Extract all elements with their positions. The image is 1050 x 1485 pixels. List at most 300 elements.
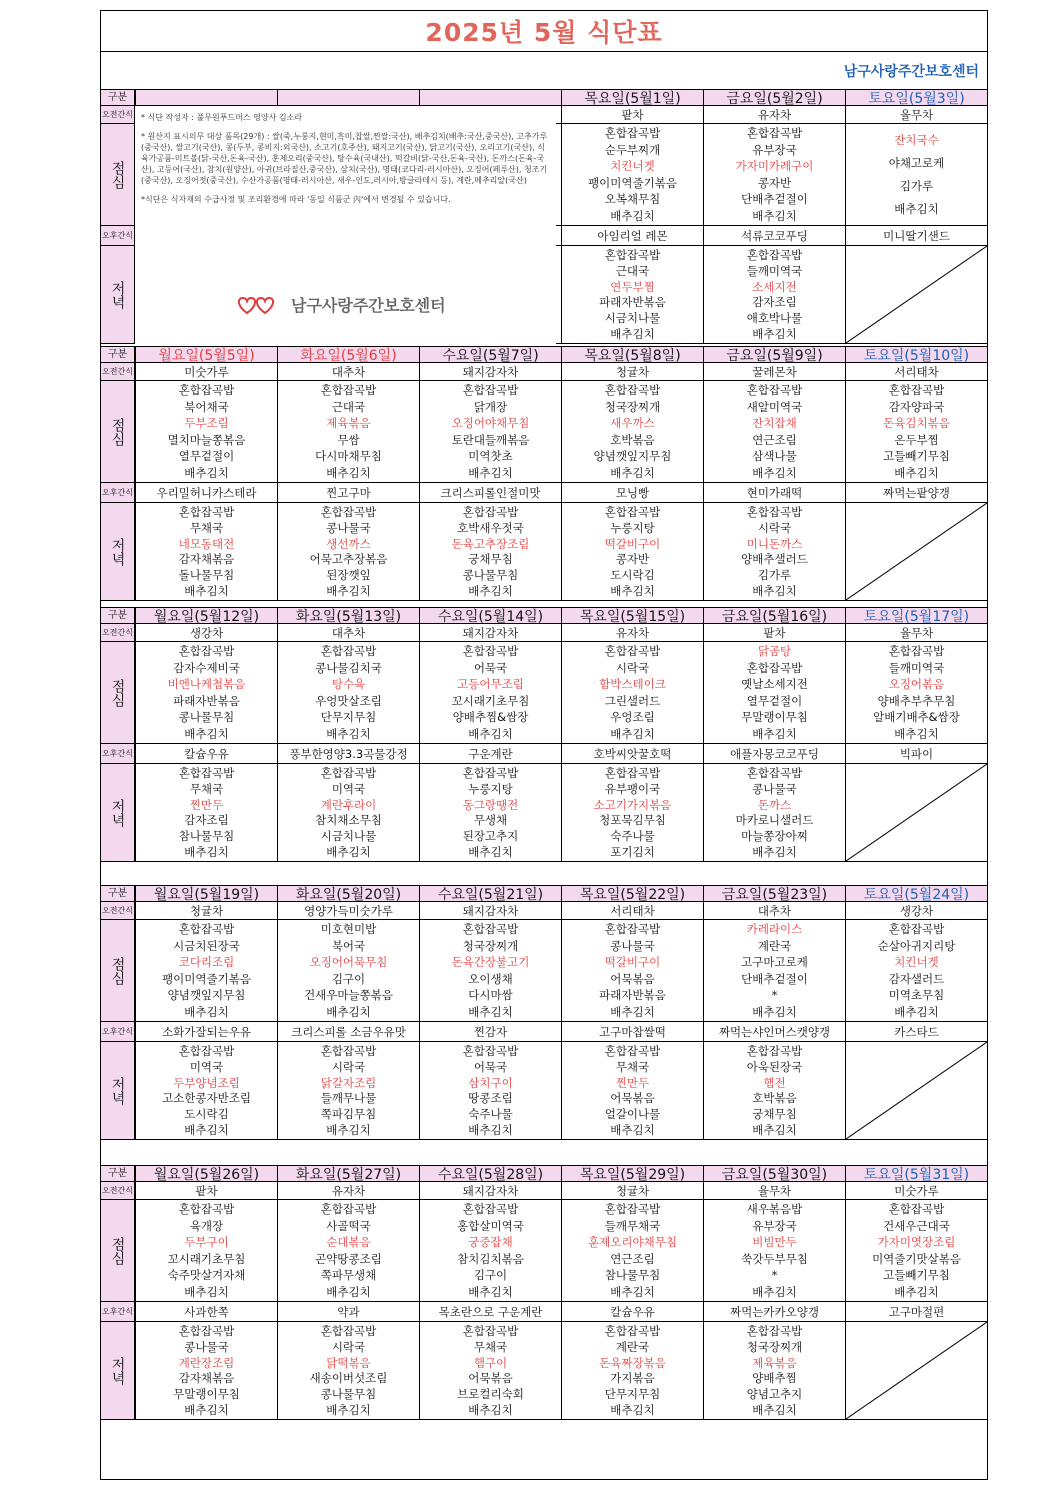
menu-item: 그린샐러드	[604, 693, 661, 708]
menu-item: 양배추샐러드	[741, 552, 808, 567]
am-label: 오전간식	[101, 624, 135, 641]
menu-item: 혼합잡곡밥	[604, 1202, 661, 1217]
menu-item: 네모동태전	[178, 536, 235, 551]
pm-cell	[561, 226, 703, 245]
menu-item: 감자조림	[752, 295, 797, 310]
menu-item: 사골떡국	[326, 1218, 371, 1233]
day-header: 금요일(5월2일)	[703, 90, 845, 105]
menu-item: 애호박나물	[746, 311, 803, 326]
menu-item: 배추김치	[184, 1004, 229, 1019]
menu-item: 포기김치	[610, 845, 655, 860]
menu-item: 파래자반볶음	[599, 295, 666, 310]
dinner-row	[101, 1322, 987, 1420]
menu-item: 감자채볶음	[178, 552, 235, 567]
menu-item: 함박스테이크	[599, 677, 666, 692]
pm-label: 오후간식	[101, 1022, 135, 1041]
menu-item: 고소한콩자반조림	[162, 1091, 251, 1106]
menu-item: 배추김치	[326, 726, 371, 741]
menu-item: 배추김치	[610, 1284, 655, 1299]
menu-item: 순두부찌개	[604, 142, 661, 157]
pm-cell	[561, 744, 703, 763]
lunch-cell	[135, 1200, 277, 1301]
am-item: 생강차	[189, 625, 224, 640]
menu-item: 미역찻초	[468, 449, 513, 464]
pm-label: 오후간식	[101, 226, 135, 245]
menu-item: 열무겉절이	[178, 449, 235, 464]
menu-item: 된장깻잎	[326, 568, 371, 583]
menu-item: 배추김치	[468, 845, 513, 860]
dinner-cell	[419, 503, 561, 600]
pm-item: 칼슘우유	[610, 1304, 655, 1319]
pm-cell	[703, 744, 845, 763]
menu-item: 무말랭이무침	[173, 1387, 240, 1402]
menu-item: 호박볶음	[752, 1091, 797, 1106]
day-header: 화요일(5월6일)	[277, 347, 419, 362]
menu-item: 탕수육	[331, 677, 366, 692]
day-header: 토요일(5월31일)	[845, 1166, 987, 1181]
pm-item: 풍부한영양3.3곡물강정	[289, 746, 408, 761]
menu-item: 돈육간장불고기	[451, 955, 530, 970]
menu-item: 시락국	[331, 1059, 366, 1074]
menu-item: 미역국	[331, 781, 366, 796]
menu-item: 궁채무침	[752, 1107, 797, 1122]
am-cell	[419, 902, 561, 919]
menu-item: 찐만두	[615, 1075, 650, 1090]
day-header: 월요일(5월12일)	[135, 608, 277, 623]
menu-item: 제육볶음	[752, 1355, 797, 1370]
pm-item: 목초란으로 구운계란	[438, 1304, 543, 1319]
menu-item: 야채고로케	[888, 156, 945, 170]
menu-item: 두부양념조림	[173, 1075, 240, 1090]
dinner-cell	[135, 764, 277, 861]
pm-label: 오후간식	[101, 483, 135, 502]
menu-item: 다시마채무침	[315, 449, 382, 464]
day-header: 토요일(5월24일)	[845, 886, 987, 901]
lunch-cell	[277, 1200, 419, 1301]
menu-item: 혼합잡곡밥	[320, 1323, 377, 1338]
dinner-label: 저녁	[101, 1322, 135, 1419]
am-item: 서리태차	[610, 903, 655, 918]
pm-item: 크리스피롤인절미맛	[440, 485, 541, 500]
logo-text: 남구사랑주간보호센터	[291, 295, 446, 315]
menu-item: 혼합잡곡밥	[178, 765, 235, 780]
menu-item: 감자샐러드	[888, 971, 945, 986]
menu-item: 양념깻잎지무침	[593, 449, 672, 464]
am-cell	[845, 106, 987, 123]
pm-item: 석류코코푸딩	[741, 228, 808, 243]
menu-item: 훈제오리야채무침	[588, 1235, 677, 1250]
menu-item: 다시마쌈	[468, 988, 513, 1003]
menu-item: 소고기가지볶음	[593, 797, 672, 812]
dinner-label: 저녁	[101, 1042, 135, 1139]
menu-item: 혼합잡곡밥	[462, 644, 519, 659]
menu-item: 삼치구이	[468, 1075, 513, 1090]
menu-item: 혼합잡곡밥	[888, 1202, 945, 1217]
pm-cell	[277, 483, 419, 502]
menu-item: 새송이버섯조림	[309, 1371, 388, 1386]
am-cell	[845, 902, 987, 919]
menu-item: 치킨너겟	[610, 159, 655, 174]
am-cell	[703, 902, 845, 919]
menu-item: 양념깻잎지무침	[167, 988, 246, 1003]
menu-item: 배추김치	[468, 584, 513, 599]
am-cell	[277, 624, 419, 641]
pm-cell	[561, 483, 703, 502]
pm-item: 약과	[337, 1304, 360, 1319]
am-item: 돼지감자차	[462, 625, 519, 640]
menu-item: 가자미엿장조림	[877, 1235, 956, 1250]
am-item: 영양가득미숫가루	[304, 903, 393, 918]
menu-item: 배추김치	[752, 465, 797, 480]
menu-item: 혼합잡곡밥	[746, 1043, 803, 1058]
menu-item: 배추김치	[184, 465, 229, 480]
menu-item: 마늘쫑장아찌	[741, 829, 808, 844]
pm-cell	[845, 226, 987, 245]
menu-item: 새알미역국	[746, 399, 803, 414]
menu-item: 배추김치	[468, 1284, 513, 1299]
menu-item: 양배추찜&쌈장	[452, 710, 529, 725]
menu-item: 북어채국	[184, 399, 229, 414]
menu-item: 배추김치	[184, 1403, 229, 1418]
pm-item: 사과한쪽	[184, 1304, 229, 1319]
pm-item: 카스타드	[894, 1024, 939, 1039]
page-title: 2025년 5월 식단표	[101, 11, 987, 52]
day-header: 목요일(5월1일)	[561, 90, 703, 105]
menu-item: 건새우마늘쫑볶음	[304, 988, 393, 1003]
day-header: 수요일(5월14일)	[419, 608, 561, 623]
menu-item: 순살아귀지리탕	[877, 938, 956, 953]
am-cell	[703, 624, 845, 641]
menu-item: 근대국	[615, 263, 650, 278]
menu-item: 김구이	[473, 1268, 508, 1283]
menu-item: 배추김치	[610, 1403, 655, 1418]
lunch-cell	[561, 124, 703, 225]
lunch-cell	[845, 124, 987, 225]
am-label: 오전간식	[101, 106, 135, 123]
pm-cell	[845, 483, 987, 502]
menu-item: 파래자반볶음	[173, 693, 240, 708]
menu-item: 배추김치	[752, 1403, 797, 1418]
menu-item: 코다리조림	[178, 955, 235, 970]
menu-item: 생선까스	[326, 536, 371, 551]
menu-item: 시금치나물	[604, 311, 661, 326]
pm-item: 애플자몽코코푸딩	[730, 746, 819, 761]
lunch-cell	[845, 381, 987, 482]
pm-item: 아임리얼 레몬	[597, 228, 668, 243]
day-header	[135, 90, 277, 105]
menu-item: 콩나물무침	[320, 1387, 377, 1402]
menu-item: 배추김치	[184, 845, 229, 860]
note-origin: * 원산지 표시의무 대상 품목(29개) : 쌀(죽,누룽지,현미,흑미,찹쌀,찐쌀:국산), 배추김치(배추:국산,중국산), 고추가루(중국산), 쌀고기(국산), 콩(두부, 콩비지:외국산), 소고기(호주산), 돼지고기(국산), 닭고기(국산), 오리고기(국산), 식육가공품-미트볼(닭-국산,돈육-국산), 훈제오리(중국산), 탕수육(국내산), 떡갈비(닭-국산,돈육-국산), 돈까스(돈육-국산), 고등어(국산), 참치(원양산), 아귀(브라질산,중국산), 삼치(국산), 명태(코다리-러시아산), 오징어(페루산), 청조기(중국산), 오징어젓(중국산), 수산가공품(명태-러시아산, 새우-인도,러시아,방글라데시 등), 계란,메추리알(국산)	[141, 132, 548, 185]
day-header-row	[101, 885, 987, 902]
menu-item: 열무겉절이	[746, 693, 803, 708]
dinner-cell	[561, 503, 703, 600]
menu-item: 무채국	[189, 520, 224, 535]
am-item: 팥차	[195, 1183, 218, 1198]
menu-item: 소세지전	[752, 279, 797, 294]
menu-item: 혼합잡곡밥	[320, 383, 377, 398]
menu-item: 닭곰탕	[757, 644, 792, 659]
am-cell	[135, 902, 277, 919]
lunch-row	[101, 1200, 987, 1302]
menu-item: 혼합잡곡밥	[178, 1323, 235, 1338]
menu-item: 계란국	[757, 938, 792, 953]
center-name: 남구사랑주간보호센터	[843, 64, 979, 80]
menu-item: 단배추겉절이	[741, 192, 808, 207]
week-block	[101, 89, 987, 344]
menu-item: 시금치나물	[320, 829, 377, 844]
menu-item: 배추김치	[184, 726, 229, 741]
menu-item: 닭떡볶음	[326, 1355, 371, 1370]
menu-item: 혼합잡곡밥	[462, 383, 519, 398]
pm-item: 빅파이	[899, 746, 934, 761]
menu-item: 참나물무침	[604, 1268, 661, 1283]
menu-item: *	[771, 1268, 778, 1283]
menu-item: 비빔만두	[752, 1235, 797, 1250]
menu-item: 배추김치	[752, 1284, 797, 1299]
am-cell	[277, 363, 419, 380]
menu-item: 유부장국	[752, 142, 797, 157]
pm-item: 미니딸기샌드	[883, 228, 950, 243]
dinner-label: 저녁	[101, 246, 135, 343]
category-label: 구분	[101, 1166, 135, 1181]
menu-item: 콩나물국	[752, 781, 797, 796]
menu-item: 숙주나물	[468, 1107, 513, 1122]
dinner-cell	[845, 764, 987, 861]
am-label: 오전간식	[101, 1182, 135, 1199]
am-cell	[419, 363, 561, 380]
menu-item: 배추김치	[894, 202, 939, 216]
menu-item: 호박볶음	[610, 432, 655, 447]
empty-diagonal	[846, 764, 987, 861]
menu-item: 혼합잡곡밥	[604, 922, 661, 937]
dinner-cell	[419, 1322, 561, 1419]
dinner-row	[101, 1042, 987, 1140]
am-cell	[561, 363, 703, 380]
menu-item: 고구마고로케	[741, 955, 808, 970]
menu-item: 연두부찜	[610, 279, 655, 294]
am-item: 유자차	[615, 625, 650, 640]
pm-item: 모닝빵	[615, 485, 650, 500]
lunch-row	[101, 642, 987, 744]
day-header: 수요일(5월21일)	[419, 886, 561, 901]
dinner-cell	[277, 1322, 419, 1419]
am-cell	[419, 1182, 561, 1199]
pm-cell	[845, 744, 987, 763]
category-label: 구분	[101, 347, 135, 362]
lunch-cell	[419, 1200, 561, 1301]
menu-item: 혼합잡곡밥	[178, 644, 235, 659]
menu-item: 콩자반	[757, 175, 792, 190]
pm-cell	[703, 1022, 845, 1041]
pm-item: 짜먹는팥양갱	[883, 485, 950, 500]
menu-item: 닭갈자조림	[320, 1075, 377, 1090]
menu-item: 토란대들깨볶음	[451, 432, 530, 447]
dinner-cell	[561, 1042, 703, 1139]
lunch-label: 점심	[101, 642, 135, 743]
dinner-cell	[135, 1042, 277, 1139]
day-header: 목요일(5월8일)	[561, 347, 703, 362]
am-cell	[845, 1182, 987, 1199]
menu-item: 배추김치	[610, 584, 655, 599]
menu-item: 단무지무침	[320, 710, 377, 725]
am-item: 율무차	[757, 1183, 792, 1198]
menu-item: 배추김치	[184, 584, 229, 599]
day-header: 수요일(5월7일)	[419, 347, 561, 362]
empty-diagonal	[846, 246, 987, 343]
menu-item: 비엔나케첩볶음	[167, 677, 246, 692]
am-cell	[277, 902, 419, 919]
menu-item: 콩나물국	[326, 520, 371, 535]
pm-item: 칼슘우유	[184, 746, 229, 761]
am-cell	[135, 363, 277, 380]
day-header: 월요일(5월26일)	[135, 1166, 277, 1181]
menu-item: 참치김치볶음	[457, 1251, 524, 1266]
menu-item: 우엉조림	[610, 710, 655, 725]
menu-item: 된장고추지	[462, 829, 519, 844]
menu-item: 배추김치	[752, 208, 797, 223]
menu-item: 땅콩조림	[468, 1091, 513, 1106]
menu-item: 미역초무침	[888, 988, 945, 1003]
menu-item: 혼합잡곡밥	[178, 1043, 235, 1058]
am-item: 생강차	[899, 903, 934, 918]
am-row	[101, 363, 987, 381]
menu-item: 돈육짜장볶음	[599, 1355, 666, 1370]
menu-item: 양배추부추무침	[877, 693, 956, 708]
day-header-row	[101, 1165, 987, 1182]
pm-item: 소화가잘되는우유	[162, 1024, 251, 1039]
menu-item: 도시락김	[610, 568, 655, 583]
dinner-cell	[845, 1322, 987, 1419]
menu-item: 배추김치	[326, 1123, 371, 1138]
menu-item: 배추김치	[610, 327, 655, 342]
menu-item: 청국장찌개	[462, 938, 519, 953]
pm-cell	[277, 1302, 419, 1321]
pm-cell	[845, 1302, 987, 1321]
menu-item: *	[771, 988, 778, 1003]
menu-item: 김가루	[757, 568, 792, 583]
menu-item: 궁중잡채	[468, 1235, 513, 1250]
menu-item: 콩나물무침	[178, 710, 235, 725]
category-label: 구분	[101, 886, 135, 901]
menu-item: 단배추겉절이	[741, 971, 808, 986]
menu-item: 동그랑땡전	[462, 797, 519, 812]
day-header: 금요일(5월23일)	[703, 886, 845, 901]
dinner-cell	[703, 1322, 845, 1419]
menu-item: 우엉맛살조림	[315, 693, 382, 708]
lunch-row	[101, 381, 987, 483]
am-item: 팥차	[621, 107, 644, 122]
menu-item: 무말랭이무침	[741, 710, 808, 725]
menu-item: 카레라이스	[746, 922, 803, 937]
menu-item: 배추김치	[752, 1123, 797, 1138]
menu-item: 참나물무침	[178, 829, 235, 844]
pm-item: 고구마절편	[888, 1304, 945, 1319]
am-row	[101, 1182, 987, 1200]
pm-cell	[703, 226, 845, 245]
dinner-cell	[277, 1042, 419, 1139]
day-header: 토요일(5월17일)	[845, 608, 987, 623]
menu-item: 어묵볶음	[610, 971, 655, 986]
week-block	[101, 607, 987, 862]
menu-item: 혼합잡곡밥	[462, 1323, 519, 1338]
note-change: *식단은 식자재의 수급사정 및 조리환경에 따라 '동일 식품군 內'에서 변경될 수 있습니다.	[141, 195, 451, 204]
menu-item: 단무지무침	[604, 1387, 661, 1402]
lunch-cell	[561, 642, 703, 743]
menu-item: 가지볶음	[610, 1371, 655, 1386]
menu-item: 청국장찌개	[746, 1339, 803, 1354]
am-item: 미숫가루	[894, 1183, 939, 1198]
menu-item: 미니돈까스	[746, 536, 803, 551]
am-item: 청귤차	[615, 1183, 650, 1198]
menu-item: 누룽지탕	[468, 781, 513, 796]
menu-item: 혼합잡곡밥	[178, 1202, 235, 1217]
category-label: 구분	[101, 90, 135, 105]
menu-item: 양념고추지	[746, 1387, 803, 1402]
day-header: 화요일(5월13일)	[277, 608, 419, 623]
menu-item: 배추김치	[184, 1284, 229, 1299]
pm-row	[101, 1022, 987, 1042]
am-item: 청귤차	[615, 364, 650, 379]
lunch-cell	[703, 642, 845, 743]
menu-item: 김구이	[331, 971, 366, 986]
am-item: 율무차	[899, 107, 934, 122]
am-item: 대추차	[757, 903, 792, 918]
menu-item: 팽이미역줄기볶음	[588, 175, 677, 190]
am-cell	[561, 624, 703, 641]
menu-item: 궁채무침	[468, 552, 513, 567]
menu-item: 떡갈비구이	[604, 536, 661, 551]
pm-row	[101, 744, 987, 764]
menu-item: 콩나물김치국	[315, 660, 382, 675]
am-item: 대추차	[331, 625, 366, 640]
menu-item: 호박새우젓국	[457, 520, 524, 535]
menu-item: 어묵볶음	[610, 1091, 655, 1106]
menu-item: 돈까스	[757, 797, 792, 812]
menu-item: 도시락김	[184, 1107, 229, 1122]
am-cell	[561, 902, 703, 919]
menu-item: 배추김치	[894, 1004, 939, 1019]
dinner-cell	[703, 503, 845, 600]
am-item: 미숫가루	[184, 364, 229, 379]
day-header: 금요일(5월30일)	[703, 1166, 845, 1181]
pm-item: 고구마찹쌀떡	[599, 1024, 666, 1039]
pm-cell	[419, 1022, 561, 1041]
menu-item: 삼색나물	[752, 449, 797, 464]
menu-item: 미호현미밥	[320, 922, 377, 937]
lunch-cell	[845, 920, 987, 1021]
menu-item: 배추김치	[326, 465, 371, 480]
menu-item: 콩나물무침	[462, 568, 519, 583]
pm-item: 크리스피롤 소금우유맛	[291, 1024, 406, 1039]
day-header	[419, 90, 561, 105]
menu-item: 혼합잡곡밥	[178, 504, 235, 519]
lunch-label: 점심	[101, 1200, 135, 1301]
menu-item: 혼합잡곡밥	[604, 1323, 661, 1338]
menu-item: 고들빼기무침	[883, 1268, 950, 1283]
menu-item: 계란후라이	[320, 797, 377, 812]
menu-item: 유부장국	[752, 1218, 797, 1233]
menu-item: 오이생채	[468, 971, 513, 986]
am-item: 돼지감자차	[462, 1183, 519, 1198]
menu-item: 혼합잡곡밥	[604, 247, 661, 262]
week-block	[101, 1165, 987, 1420]
dinner-row	[101, 764, 987, 862]
menu-item: 혼합잡곡밥	[746, 1323, 803, 1338]
day-header: 월요일(5월5일)	[135, 347, 277, 362]
menu-item: 오징어볶음	[888, 677, 945, 692]
am-label: 오전간식	[101, 902, 135, 919]
